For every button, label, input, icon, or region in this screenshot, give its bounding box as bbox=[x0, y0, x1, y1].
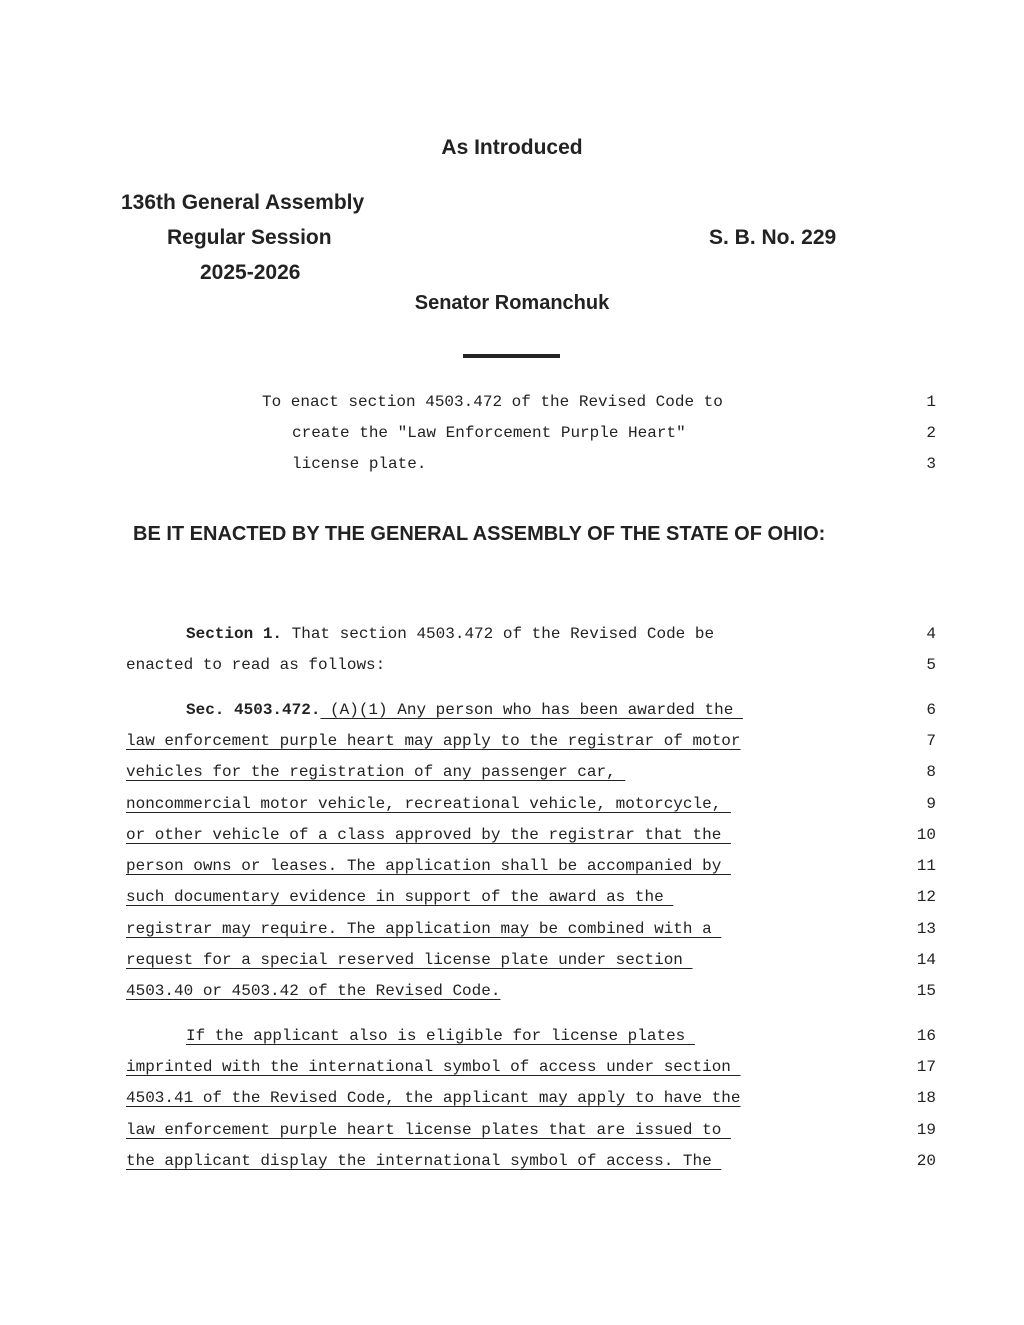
bill-status: As Introduced bbox=[441, 136, 583, 159]
line-number: 15 bbox=[916, 982, 936, 1000]
body-line: enacted to read as follows: 5 bbox=[126, 656, 936, 674]
session-years: 2025-2026 bbox=[200, 261, 301, 284]
line-number: 5 bbox=[926, 656, 936, 674]
body-line: registrar may require. The application may be combined with a 13 bbox=[126, 920, 936, 938]
title-line: To enact section 4503.472 of the Revised Code to 1 bbox=[262, 393, 936, 411]
body-line: If the applicant also is eligible for license plates 16 bbox=[186, 1027, 936, 1045]
line-number: 16 bbox=[916, 1027, 936, 1045]
sec-heading: Sec. 4503.472. bbox=[186, 701, 321, 719]
body-line: Section 1. That section 4503.472 of the Revised Code be 4 bbox=[186, 625, 936, 643]
line-number: 7 bbox=[926, 732, 936, 750]
line-number: 4 bbox=[926, 625, 936, 643]
line-number: 19 bbox=[916, 1121, 936, 1139]
line-number: 6 bbox=[926, 701, 936, 719]
body-line: such documentary evidence in support of the award as the 12 bbox=[126, 888, 936, 906]
header-divider bbox=[463, 354, 560, 358]
line-number: 14 bbox=[916, 951, 936, 969]
body-line: 4503.40 or 4503.42 of the Revised Code. 15 bbox=[126, 982, 936, 1000]
line-number: 9 bbox=[926, 795, 936, 813]
body-line: imprinted with the international symbol of access under section 17 bbox=[126, 1058, 936, 1076]
line-number: 8 bbox=[926, 763, 936, 781]
sponsor: Senator Romanchuk bbox=[414, 292, 610, 314]
line-number: 10 bbox=[916, 826, 936, 844]
body-line: noncommercial motor vehicle, recreational vehicle, motorcycle, 9 bbox=[126, 795, 936, 813]
body-line: vehicles for the registration of any passenger car, 8 bbox=[126, 763, 936, 781]
line-number: 20 bbox=[916, 1152, 936, 1170]
title-line: license plate. 3 bbox=[292, 455, 936, 473]
body-line: or other vehicle of a class approved by the registrar that the 10 bbox=[126, 826, 936, 844]
line-number: 3 bbox=[926, 455, 936, 473]
section-label: Section 1. bbox=[186, 625, 283, 643]
session-name: Regular Session bbox=[167, 226, 332, 249]
body-line: Sec. 4503.472. (A)(1) Any person who has been awarded the 6 bbox=[186, 701, 936, 719]
body-line: law enforcement purple heart may apply to the registrar of motor 7 bbox=[126, 732, 936, 750]
body-line: the applicant display the international symbol of access. The 20 bbox=[126, 1152, 936, 1170]
line-number: 2 bbox=[926, 424, 936, 442]
line-number: 17 bbox=[916, 1058, 936, 1076]
line-number: 18 bbox=[916, 1089, 936, 1107]
title-line: create the "Law Enforcement Purple Heart" 2 bbox=[292, 424, 936, 442]
body-line: request for a special reserved license plate under section 14 bbox=[126, 951, 936, 969]
body-line: law enforcement purple heart license plates that are issued to 19 bbox=[126, 1121, 936, 1139]
bill-number: S. B. No. 229 bbox=[709, 226, 837, 249]
line-number: 13 bbox=[916, 920, 936, 938]
body-line: person owns or leases. The application shall be accompanied by 11 bbox=[126, 857, 936, 875]
assembly-name: 136th General Assembly bbox=[121, 191, 365, 214]
enacting-clause: BE IT ENACTED BY THE GENERAL ASSEMBLY OF THE STATE OF OHIO: bbox=[133, 523, 826, 545]
line-number: 12 bbox=[916, 888, 936, 906]
line-number: 11 bbox=[916, 857, 936, 875]
body-line: 4503.41 of the Revised Code, the applicant may apply to have the 18 bbox=[126, 1089, 936, 1107]
line-number: 1 bbox=[926, 393, 936, 411]
